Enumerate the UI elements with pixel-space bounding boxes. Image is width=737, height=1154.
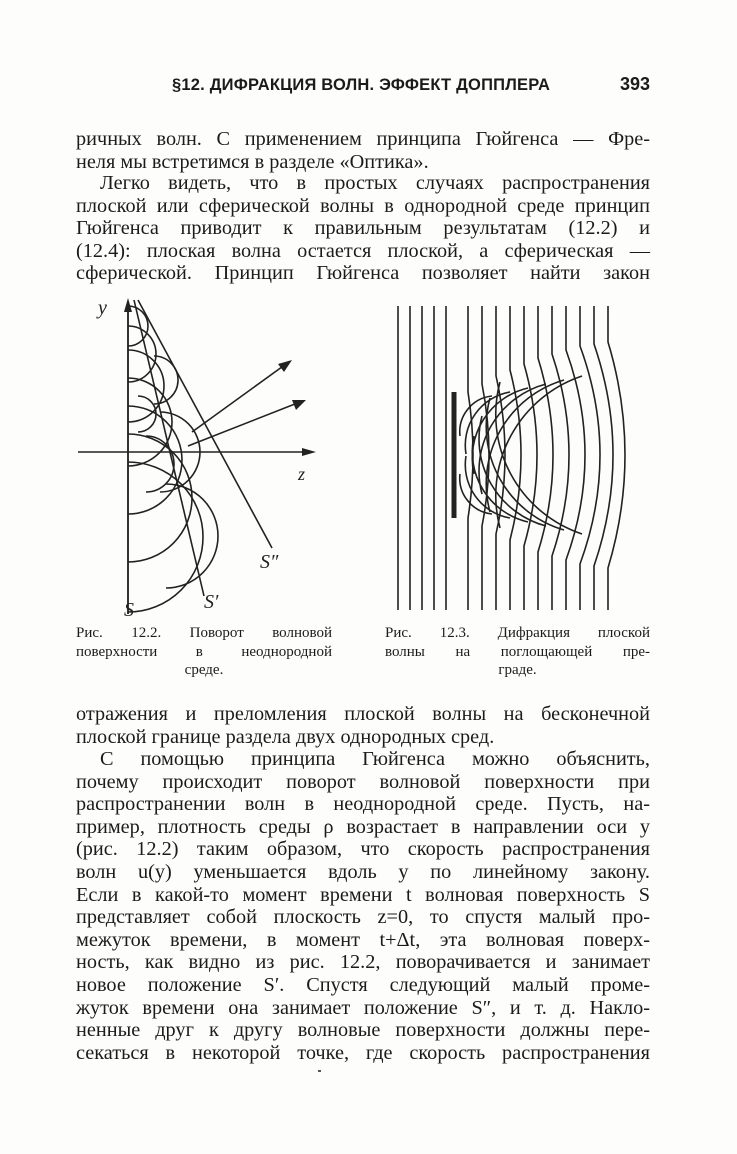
text-line: сферической. Принцип Гюйгенса позволяет найти закон bbox=[76, 262, 650, 285]
text-line: отражения и преломления плоской волны на бесконечной bbox=[76, 703, 650, 725]
print-mark bbox=[318, 1070, 321, 1072]
caption-line: среде. bbox=[184, 662, 224, 678]
z-axis-arrow bbox=[302, 448, 316, 456]
label-s2: S″ bbox=[260, 551, 279, 573]
text-line: жуток времени она занимает положение S″, и т. д. Накло- bbox=[76, 996, 650, 1019]
caption-line: поверхности в неоднородной bbox=[76, 643, 332, 660]
paragraph-3 bbox=[76, 703, 650, 748]
ray-arrowhead bbox=[292, 400, 306, 410]
text-line: (рис. 12.2) таким образом, что скорость распространения bbox=[76, 838, 650, 861]
running-head bbox=[76, 72, 650, 100]
text-line: Если в какой-то момент времени t волновая поверхность S bbox=[76, 883, 650, 906]
label-z: z bbox=[298, 464, 306, 484]
text-line: представляет собой плоскость z=0, то спустя малый про- bbox=[76, 906, 650, 929]
text-line: ричных волн. С применением принципа Гюйгенса — Фре- bbox=[76, 128, 650, 150]
wavelet-arc bbox=[138, 396, 156, 432]
wavefront-bent bbox=[608, 306, 625, 610]
text-line: секаться в некоторой точке, где скорость распространения bbox=[76, 1041, 650, 1064]
paragraph-4 bbox=[76, 748, 650, 1064]
surface-s1 bbox=[134, 300, 204, 596]
paragraph-2 bbox=[76, 172, 650, 285]
text-line: плоской границе раздела двух однородных сред. bbox=[76, 725, 495, 748]
text-line: С помощью принципа Гюйгенса можно объяснить, bbox=[100, 748, 650, 770]
caption-line: Рис. 12.3. Дифракция плоской bbox=[385, 625, 650, 641]
caption-figure-12-3 bbox=[385, 624, 650, 680]
text-line: почему происходит поворот волновой поверхности при bbox=[76, 770, 650, 793]
text-line: волн u(y) уменьшается вдоль y по линейному закону. bbox=[76, 860, 650, 883]
wavelet-arc bbox=[128, 350, 164, 422]
text-line: пример, плотность среды ρ возрастает в направлении оси y bbox=[76, 815, 650, 838]
caption-line: Рис. 12.2. Поворот волновой bbox=[76, 625, 332, 641]
paragraph-1 bbox=[76, 128, 650, 173]
wavefront-bent bbox=[538, 306, 553, 610]
label-s: S bbox=[124, 599, 134, 618]
label-s1: S′ bbox=[204, 591, 219, 613]
text-line: распространении волн в неоднородной среде. Пусть, на- bbox=[76, 793, 650, 816]
ray-arrowhead bbox=[278, 360, 292, 372]
text-line: Гюйгенса приводит к правильным результатам (12.2) и bbox=[76, 217, 650, 240]
text-line: (12.4): плоская волна остается плоской, а сферическая — bbox=[76, 239, 650, 262]
text-line: плоской или сферической волны в однородной среде принцип bbox=[76, 194, 650, 217]
figure-wave-rotation bbox=[76, 296, 346, 618]
wavefront-bent bbox=[524, 306, 537, 610]
text-line: неля мы встретимся в разделе «Оптика». bbox=[76, 150, 429, 173]
surface-s2 bbox=[138, 300, 272, 548]
caption-line: волны на поглощающей пре- bbox=[385, 643, 650, 660]
text-line: ненные друг к другу волновые поверхности должны пере- bbox=[76, 1019, 650, 1042]
text-line: Легко видеть, что в простых случаях распространения bbox=[100, 172, 650, 194]
wavefront-bent bbox=[510, 306, 521, 610]
text-line: новое положение S′. Спустя следующий малый проме- bbox=[76, 973, 650, 996]
page-number: 393 bbox=[619, 74, 650, 94]
ray-arrow bbox=[192, 364, 286, 432]
figure-plane-wave-diffraction bbox=[386, 296, 656, 618]
text-line: межуток времени, в момент t+Δt, эта волновая поверх- bbox=[76, 928, 650, 951]
caption-line: граде. bbox=[498, 662, 537, 678]
text-line: ность, как видно из рис. 12.2, поворачивается и занимает bbox=[76, 951, 650, 974]
label-y: y bbox=[98, 297, 107, 319]
caption-figure-12-2 bbox=[76, 624, 332, 680]
wavefront-bent bbox=[482, 306, 489, 610]
section-title: §12. ДИФРАКЦИЯ ВОЛН. ЭФФЕКТ ДОППЛЕРА bbox=[172, 76, 551, 94]
